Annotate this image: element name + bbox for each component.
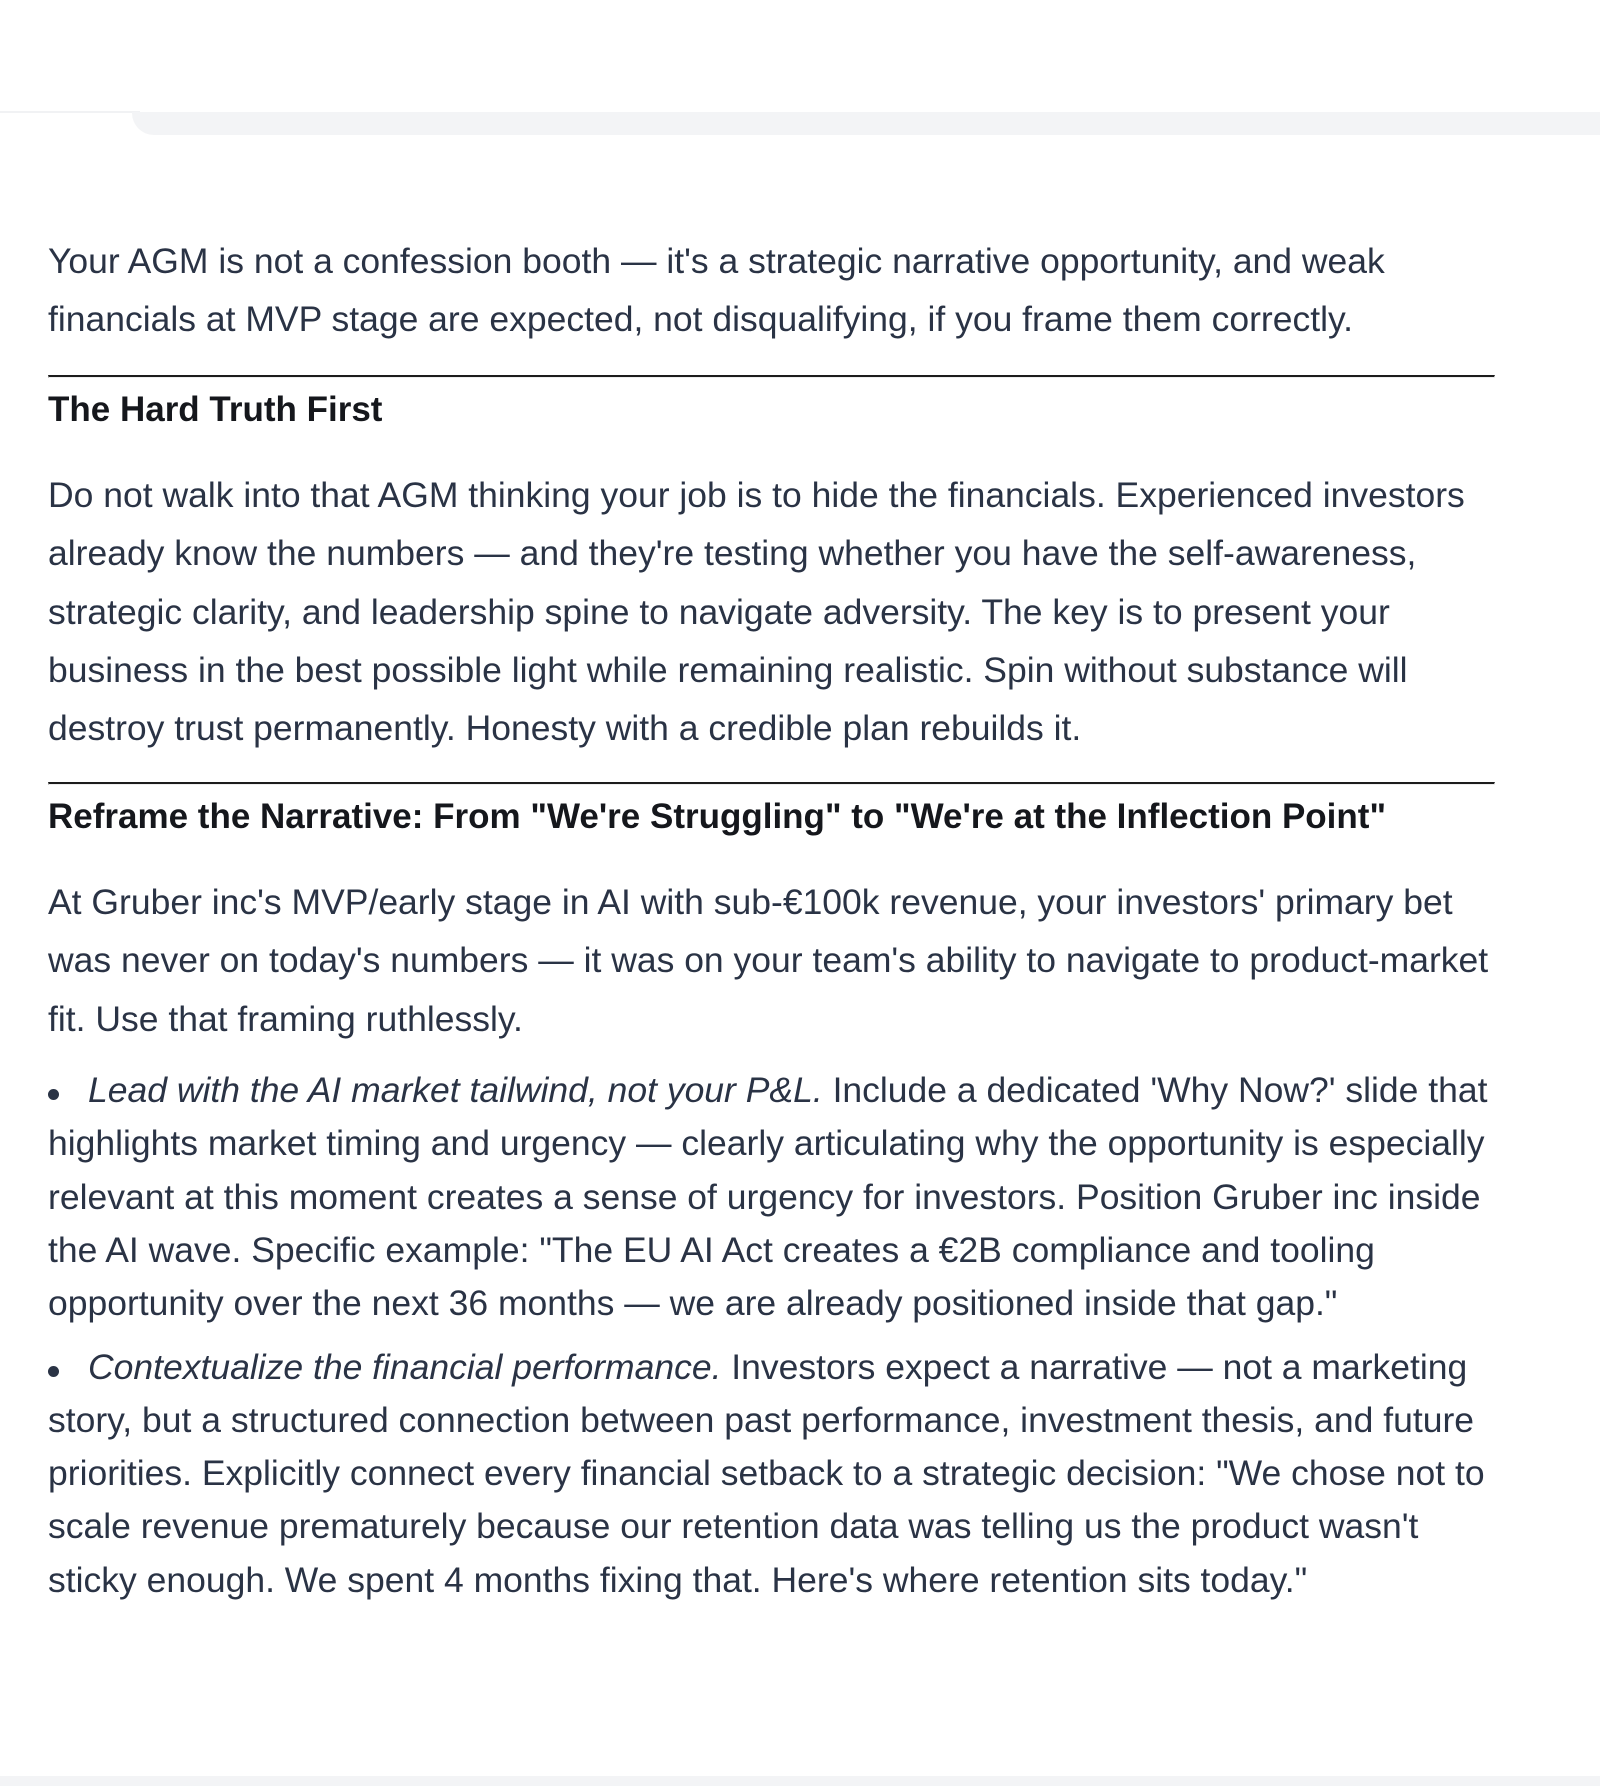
bullet-text: Include a dedicated 'Why Now?' slide that highlights market timing and urgency — clearly articulating why the opportunity is especially relevant at this moment creates a sense of urgency for investors. Position Gruber inc inside the AI wave. Specific example: "The EU AI Act creates a €2B compliance and tooling opportunity over the next 36 months — we are already positioned inside that gap." bbox=[48, 1070, 1488, 1324]
list-item bbox=[48, 1064, 1493, 1330]
bullet-lead: Contextualize the financial performance. bbox=[88, 1346, 722, 1387]
section-paragraph-reframe: At Gruber inc's MVP/early stage in AI with sub-€100k revenue, your investors' primary bet was never on today's numbers — it was on your team's ability to navigate to product-market fit. Use that framing ruthlessly. bbox=[48, 881, 1489, 1039]
reframe-bullet-list bbox=[48, 1064, 1493, 1607]
bullet-dot-icon bbox=[48, 1089, 59, 1100]
bullet-dot-icon bbox=[48, 1366, 59, 1377]
message-input-shelf bbox=[132, 112, 1600, 135]
bullet-text: Investors expect a narrative — not a marketing story, but a structured connection between past performance, investment thesis, and future priorities. Explicitly connect every financial setback to a strategic decision: "We chose not to scale revenue prematurely because our retention data was telling us the product wasn't sticky enough. We spent 4 months fixing that. Here's where retention sits today." bbox=[48, 1346, 1485, 1600]
section-paragraph-hard-truth: Do not walk into that AGM thinking your job is to hide the financials. Experienced investors already know the numbers — and they're testing whether you have the self-awareness, strategic clarity, and leadership spine to navigate adversity. The key is to present your business in the best possible light while remaining realistic. Spin without substance will destroy trust permanently. Honesty with a credible plan rebuilds it. bbox=[48, 474, 1465, 749]
top-header-area bbox=[0, 0, 1600, 112]
list-item bbox=[48, 1341, 1493, 1607]
message-intro: Your AGM is not a confession booth — it's a strategic narrative opportunity, and weak financials at MVP stage are expected, not disqualifying, if you frame them correctly. bbox=[48, 241, 1385, 340]
bullet-lead: Lead with the AI market tailwind, not your P&L. bbox=[88, 1070, 823, 1111]
section-heading-hard-truth: The Hard Truth First bbox=[48, 389, 383, 429]
bottom-edge bbox=[0, 1776, 1600, 1786]
header-divider bbox=[0, 111, 140, 113]
assistant-message bbox=[48, 232, 1493, 1617]
section-heading-reframe: Reframe the Narrative: From "We're Struggling" to "We're at the Inflection Point" bbox=[48, 796, 1387, 836]
